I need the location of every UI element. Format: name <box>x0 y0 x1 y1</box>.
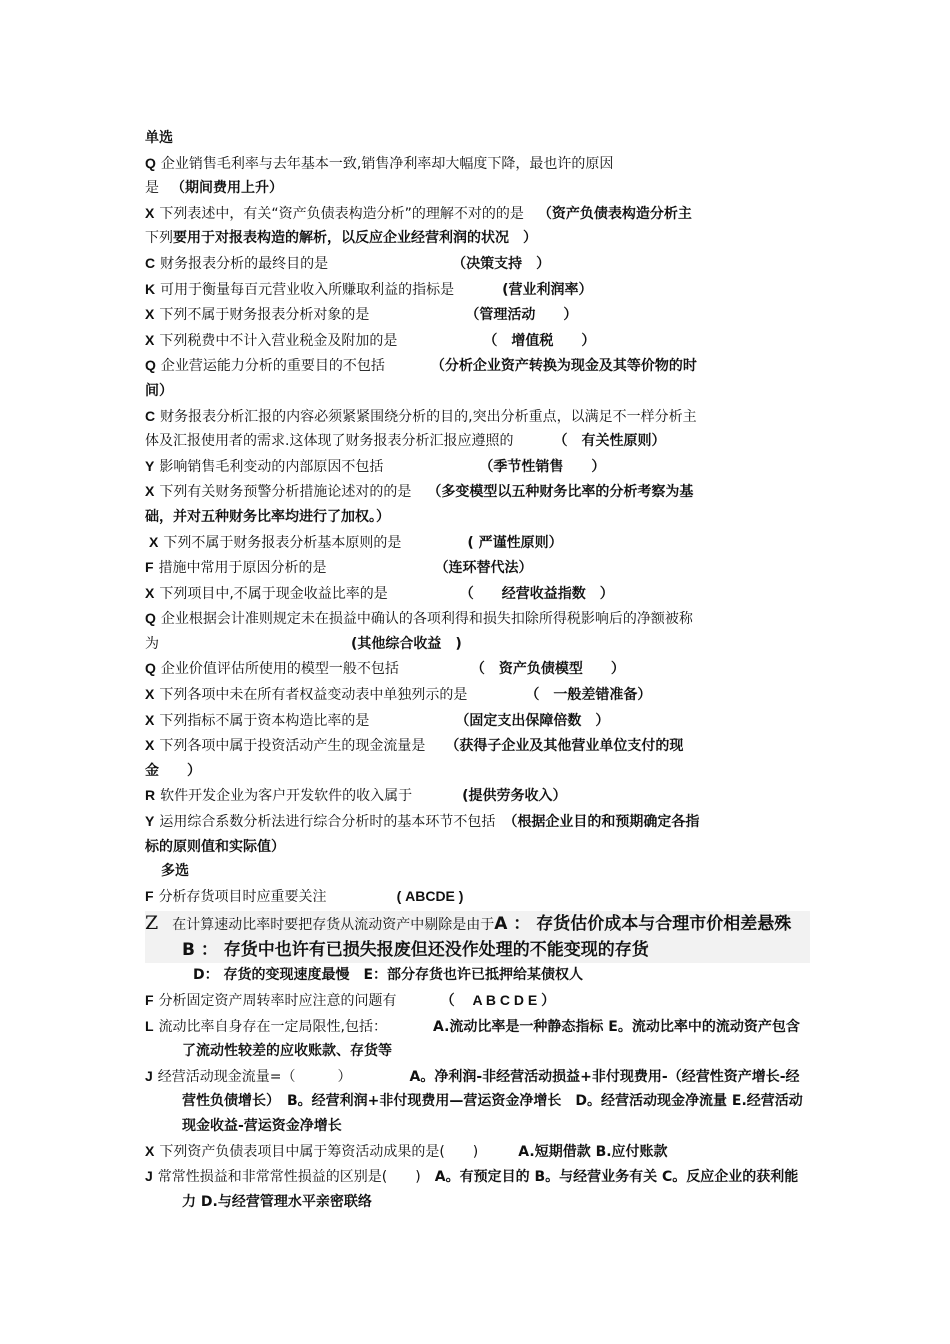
question-text: 分析存货项目时应重要关注 <box>158 888 327 905</box>
question-text: 下列表述中，有关“资产负债表构造分析”的理解不对的的是 <box>159 205 524 222</box>
question-line <box>145 530 810 556</box>
answer-text: (提供劳务收入） <box>462 788 567 805</box>
index-letter: K <box>145 280 156 297</box>
question-line <box>145 581 810 607</box>
question-line <box>145 1014 810 1064</box>
answer-text: A.流动比率是一种静态指标 E。流动比率中的流动资产包含了流动性较差的应收账款、存货等 <box>182 1018 800 1060</box>
question-text: 下列项目中,不属于现金收益比率的是 <box>159 585 388 602</box>
answer-text: （决策支持 ） <box>452 255 551 272</box>
question-line <box>145 1139 810 1165</box>
index-letter: Y <box>145 457 155 474</box>
index-letter: J <box>145 1067 153 1084</box>
question-text: 为 <box>145 635 159 652</box>
answer-text: 金 <box>145 762 159 779</box>
question-text: 财务报表分析的最终目的是 <box>160 255 329 272</box>
index-letter: F <box>145 559 154 576</box>
answer-text: （ 有关性原则） <box>553 433 666 450</box>
question-text: 软件开发企业为客户开发软件的收入属于 <box>160 788 413 805</box>
answer-text: ） <box>187 762 201 779</box>
answer-text: (其他综合收益 ) <box>351 635 462 652</box>
section-heading-multi: 多选 <box>161 863 189 880</box>
question-text: 下列有关财务预警分析措施论述对的的是 <box>159 484 412 501</box>
answer-text: （资产负债表构造分析主 <box>537 205 692 222</box>
question-text: 分析固定资产周转率时应注意的问题有 <box>158 993 397 1009</box>
question-line <box>145 379 810 404</box>
answer-text: （固定支出保障倍数 ） <box>455 712 610 729</box>
answer-text: （期间费用上升） <box>171 180 283 197</box>
question-line <box>145 328 810 354</box>
index-letter: Q <box>145 357 156 374</box>
question-line <box>145 429 810 454</box>
answer-text: A。净利润-非经营活动损益+非付现费用-（经营性资产增长-经营性负债增长） B。经营利润+非付现费用—营运资金净增长 D。经营活动现金净流量 E.经营活动现金收益-营运资金净增长 <box>182 1068 803 1134</box>
answer-text: （ A B C D E ） <box>440 992 556 1008</box>
index-letter: X <box>145 204 155 221</box>
question-text: 下列不属于财务报表分析对象的是 <box>159 307 370 324</box>
index-letter: X <box>145 331 155 348</box>
answer-text: D： 存货的变现速度最慢 E：部分存货也许已抵押给某债权人 <box>193 967 584 984</box>
question-text: 企业价值评估所使用的模型一般不包括 <box>160 661 399 678</box>
question-line <box>145 884 810 910</box>
question-text: 财务报表分析汇报的内容必须紧紧围绕分析的目的,突出分析重点，以满足不一样分析主 <box>160 408 697 425</box>
index-letter: X <box>145 483 155 500</box>
answer-text: （ 资产负债模型 ） <box>470 661 625 678</box>
question-line <box>145 783 810 809</box>
question-text: 常常性损益和非常常性损益的区别是( ) <box>157 1169 421 1186</box>
question-text: 下列不属于财务报表分析基本原则的是 <box>163 534 402 551</box>
index-letter: X <box>145 1142 155 1159</box>
index-letter: Q <box>145 154 156 171</box>
question-text: 在计算速动比率时要把存货从流动资产中剔除是由于 <box>172 917 495 934</box>
question-text: 下列各项中未在所有者权益变动表中单独列示的是 <box>159 687 468 704</box>
index-letter: C <box>145 407 156 424</box>
question-line <box>145 733 810 759</box>
question-text: 可用于衡量每百元营业收入所赚取利益的指标是 <box>160 281 455 298</box>
answer-text: A。有预定目的 B。与经营业务有关 C。反应企业的获利能力 D.与经营管理水平亲密联络 <box>182 1169 799 1210</box>
question-line <box>145 835 810 860</box>
question-text: 下列各项中属于投资活动产生的现金流量是 <box>159 738 426 755</box>
question-text: 企业根据会计准则规定未在损益中确认的各项利得和损失扣除所得税影响后的净额被称 <box>160 611 693 628</box>
answer-text: （获得子企业及其他营业单位支付的现 <box>445 738 684 755</box>
question-text: 影响销售毛利变动的内部原因不包括 <box>159 458 384 475</box>
answer-text: A ： 存货估价成本与合理市价相差悬殊 B ： 存货中也许有已损失报废但还没作处理的不能变现的存货 <box>182 914 815 961</box>
index-letter: C <box>145 254 156 271</box>
question-line <box>145 606 810 632</box>
question-line <box>145 226 810 251</box>
question-text: 下列税费中不计入营业税金及附加的是 <box>159 332 398 349</box>
answer-text: （ 经营收益指数 ） <box>459 585 614 602</box>
question-line <box>145 176 810 201</box>
question-text: 是 <box>145 180 159 197</box>
index-letter: F <box>145 992 154 1008</box>
question-text: 企业营运能力分析的重要目的不包括 <box>160 358 385 375</box>
question-line <box>145 151 810 177</box>
section-heading-single: 单选 <box>145 130 173 146</box>
answer-text: （分析企业资产转换为现金及其等价物的时 <box>430 358 697 375</box>
question-text: 企业销售毛利率与去年基本一致,销售净利率却大幅度下降，最也许的原因 <box>160 155 614 172</box>
question-text: 下列指标不属于资本构造比率的是 <box>159 712 370 729</box>
index-letter: X <box>145 686 155 703</box>
index-letter: X <box>149 533 159 550</box>
answer-text: 间） <box>145 382 173 399</box>
question-line <box>145 632 810 657</box>
question-line <box>145 353 810 379</box>
answer-text: 础，并对五种财务比率均进行了加权。） <box>145 508 390 525</box>
question-text: 下列资产负债表项目中属于筹资活动成果的是( ) <box>159 1143 479 1160</box>
answer-text: （管理活动 ） <box>465 307 578 324</box>
index-letter: X <box>145 711 155 728</box>
index-letter: Z <box>145 912 159 935</box>
question-line <box>145 1064 810 1139</box>
question-line <box>145 963 810 988</box>
question-text: 运用综合系数分析法进行综合分析时的基本环节不包括 <box>159 814 496 831</box>
index-letter: X <box>145 306 155 323</box>
question-line <box>145 988 810 1014</box>
index-letter: Q <box>145 660 156 677</box>
index-letter: L <box>145 1017 154 1034</box>
answer-text: （ 增值税 ） <box>483 332 596 349</box>
answer-text: （季节性销售 ） <box>479 458 606 475</box>
answer-text: 标的原则值和实际值） <box>145 838 285 855</box>
index-letter: J <box>145 1168 153 1185</box>
question-text: 流动比率自身存在一定局限性,包括： <box>158 1018 388 1035</box>
answer-text: （多变模型以五种财务比率的分析考察为基 <box>427 484 694 501</box>
question-line <box>145 201 810 227</box>
index-letter: Y <box>145 813 155 830</box>
question-block <box>145 911 815 963</box>
question-line <box>145 251 810 277</box>
answer-text: （连环替代法） <box>434 560 533 577</box>
index-letter: X <box>145 584 155 601</box>
question-text: 体及汇报使用者的需求.这体现了财务报表分析汇报应遵照的 <box>145 433 514 450</box>
question-line <box>145 555 810 581</box>
question-line <box>145 1164 810 1214</box>
answer-text: ( ABCDE ) <box>396 887 464 904</box>
index-letter: Q <box>145 610 156 627</box>
index-letter: R <box>145 787 156 804</box>
question-line <box>145 277 810 303</box>
question-text: 措施中常用于原因分析的是 <box>158 560 327 577</box>
question-text: 经营活动现金流量=（ ） <box>157 1068 352 1085</box>
question-line <box>145 454 810 480</box>
answer-text: ( 严谨性原则） <box>467 534 563 551</box>
question-line <box>145 759 810 784</box>
question-line <box>145 708 810 734</box>
question-text: 下列 <box>145 230 173 247</box>
answer-text: （根据企业目的和预期确定各指 <box>503 814 700 831</box>
index-letter: F <box>145 887 154 904</box>
index-letter: X <box>145 737 155 754</box>
document-page <box>145 126 815 1214</box>
answer-text: (营业利润率） <box>502 281 593 298</box>
question-line <box>145 479 810 505</box>
answer-text: 要用于对报表构造的解析，以反应企业经营利润的状况 ） <box>173 230 537 247</box>
answer-text: （ 一般差错准备） <box>525 687 652 704</box>
question-line <box>145 404 810 430</box>
question-line <box>145 505 810 530</box>
question-line <box>145 302 810 328</box>
answer-text: A.短期借款 B.应付账款 <box>518 1143 668 1160</box>
question-line <box>145 656 810 682</box>
question-line <box>145 809 810 835</box>
question-line <box>145 682 810 708</box>
